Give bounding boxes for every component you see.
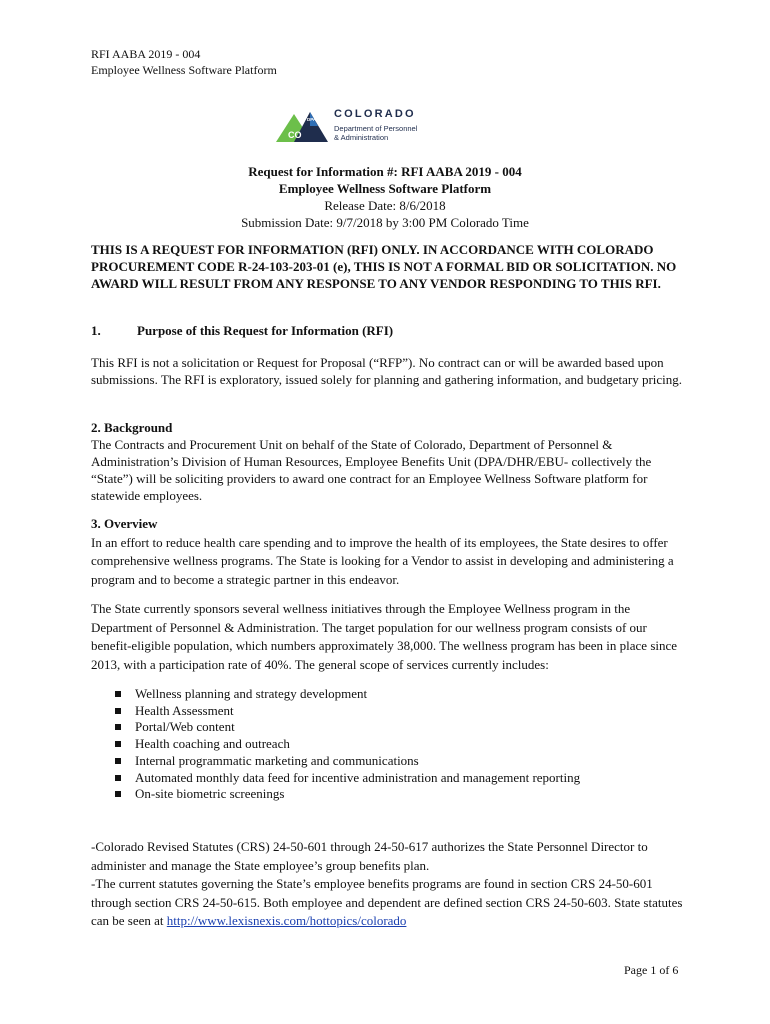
logo-dept-line1: Department of Personnel <box>334 124 418 133</box>
section-2-heading: 2. Background <box>91 420 173 435</box>
section-3-body-2: The State currently sponsors several wellness initiatives through the Employee Wellness program in the Department of Personnel & Administration. The target population for our wellness program consists of our benefit-eligible population, which numbers approximately 38,000. The wellness program has been in place since 2013, with a participation rate of 40%. The general scope of services currently includes: <box>91 601 678 672</box>
bullet-square-icon <box>115 708 121 714</box>
bullet-square-icon <box>115 758 121 764</box>
bullet-square-icon <box>115 691 121 697</box>
bullet-square-icon <box>115 775 121 781</box>
page-number: Page 1 of 6 <box>624 963 679 977</box>
list-item-text: Automated monthly data feed for incentive administration and management reporting <box>135 769 581 785</box>
header-rfi-number: RFI AABA 2019 - 004 <box>91 47 201 61</box>
statutes-paragraph-1: -Colorado Revised Statutes (CRS) 24-50-601 through 24-50-617 authorizes the State Personnel Director to administer and manage the State employee’s group benefits plan. <box>91 839 648 873</box>
list-item <box>91 786 580 803</box>
bullet-square-icon <box>115 724 121 730</box>
section-2-body: The Contracts and Procurement Unit on behalf of the State of Colorado, Department of Personnel & Administration’s Division of Human Resources, Employee Benefits Unit (DPA/DHR/EBU- collectively the “State”) will be soliciting providers to award one contract for an Employee Wellness Software platform for statewide employees. <box>91 437 652 503</box>
release-date: Release Date: 8/6/2018 <box>324 198 446 213</box>
section-3-heading: 3. Overview <box>91 516 158 531</box>
section-1-heading <box>91 322 393 339</box>
list-item <box>91 686 580 703</box>
section-1-number: 1. <box>91 323 101 338</box>
section-3 <box>91 515 683 589</box>
services-list <box>91 686 580 803</box>
logo-dept-line2: & Administration <box>334 133 389 142</box>
rfi-title: Request for Information #: RFI AABA 2019 - 004 <box>248 164 522 179</box>
list-item <box>91 736 580 753</box>
list-item-text: Internal programmatic marketing and communications <box>135 752 419 768</box>
logo-brand: COLORADO <box>334 108 416 120</box>
bullet-square-icon <box>115 741 121 747</box>
running-header <box>91 46 277 78</box>
bullet-square-icon <box>115 791 121 797</box>
rfi-notice: THIS IS A REQUEST FOR INFORMATION (RFI) ONLY. IN ACCORDANCE WITH COLORADO PROCUREMENT CODE R-24-103-203-01 (e), THIS IS NOT A FORMAL BID OR SOLICITATION. NO AWARD WILL RESULT FROM ANY RESPONSE TO ANY VENDOR RESPONDING TO THIS RFI. <box>91 242 677 291</box>
list-item-text: Health coaching and outreach <box>135 736 290 752</box>
list-item-text: On-site biometric screenings <box>135 786 285 802</box>
section-2 <box>91 419 683 504</box>
list-item-text: Health Assessment <box>135 702 234 718</box>
colorado-mountain-logo-icon <box>274 108 330 144</box>
section-1-title: Purpose of this Request for Information (RFI) <box>137 323 394 338</box>
list-item-text: Wellness planning and strategy development <box>135 686 368 701</box>
logo-badge-sub: DPA <box>307 117 317 122</box>
statutes-paragraph-2 <box>91 875 683 931</box>
section-3-body-1: In an effort to reduce health care spending and to improve the health of its employees, the State desires to offer comprehensive wellness programs. The State is looking for a Vendor to assist in developing and administering a program and to become a strategic partner in this endeavor. <box>91 534 674 587</box>
list-item-text: Portal/Web content <box>135 719 235 735</box>
dpa-logo <box>274 108 454 144</box>
list-item <box>91 770 580 787</box>
logo-badge-text: CO <box>288 130 302 140</box>
statutes-text: -The current statutes governing the State’s employee benefits programs are found in section CRS 24-50-601 through section CRS 24-50-615. Both employee and dependent are defined section CRS 24-50-603. State statutes can be seen at <box>91 876 683 928</box>
header-title: Employee Wellness Software Platform <box>91 63 277 77</box>
list-item <box>91 703 580 720</box>
list-item <box>91 753 580 770</box>
section-1-body: This RFI is not a solicitation or Request for Proposal (“RFP”). No contract can or will be awarded based upon submissions. The RFI is exploratory, issued solely for planning and gathering information, and budgetary pricing. <box>91 355 683 387</box>
lexisnexis-link[interactable]: http://www.lexisnexis.com/hottopics/colorado <box>166 913 407 928</box>
list-item <box>91 719 580 736</box>
submission-date: Submission Date: 9/7/2018 by 3:00 PM Colorado Time <box>241 215 529 230</box>
title-block <box>91 163 679 231</box>
rfi-subtitle: Employee Wellness Software Platform <box>278 181 492 196</box>
